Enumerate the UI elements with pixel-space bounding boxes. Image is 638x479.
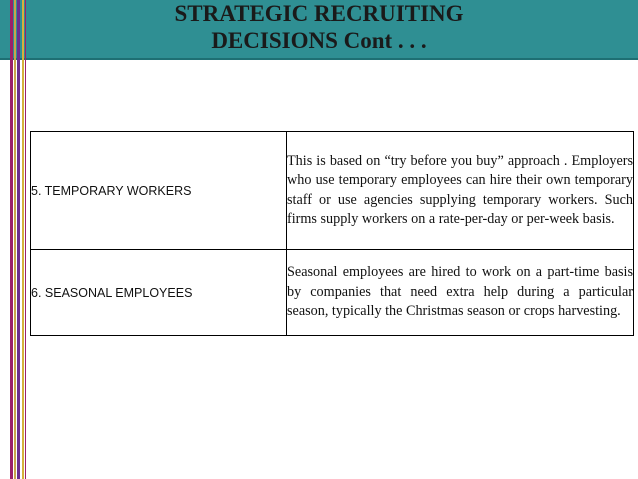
decorative-stripe-gold-2 (22, 0, 24, 479)
row-label: 6. SEASONAL EMPLOYEES (31, 250, 287, 336)
row-description: This is based on “try before you buy” approach . Employers who use temporary employees can hire their own temporary staff or use agencies supplying temporary workers. Such firms supply workers on a rate-per-day or per-week basis. (287, 132, 634, 250)
decorative-stripe-magenta-2 (25, 0, 26, 479)
recruiting-decisions-table (30, 131, 634, 336)
row-label: 5. TEMPORARY WORKERS (31, 132, 287, 250)
decorative-stripe-magenta (10, 0, 13, 479)
decorative-stripe-gold (14, 0, 16, 479)
table-row (31, 250, 634, 336)
slide-title (0, 0, 638, 54)
table-row (31, 132, 634, 250)
decorative-stripe-purple (17, 0, 20, 479)
slide-title-line-1: STRATEGIC RECRUITING (174, 1, 464, 26)
slide-title-line-2: DECISIONS Cont . . . (211, 28, 427, 53)
title-band-edge (0, 58, 638, 60)
row-description: Seasonal employees are hired to work on a part-time basis by companies that need extra help during a particular season, typically the Christmas season or crops harvesting. (287, 250, 634, 336)
